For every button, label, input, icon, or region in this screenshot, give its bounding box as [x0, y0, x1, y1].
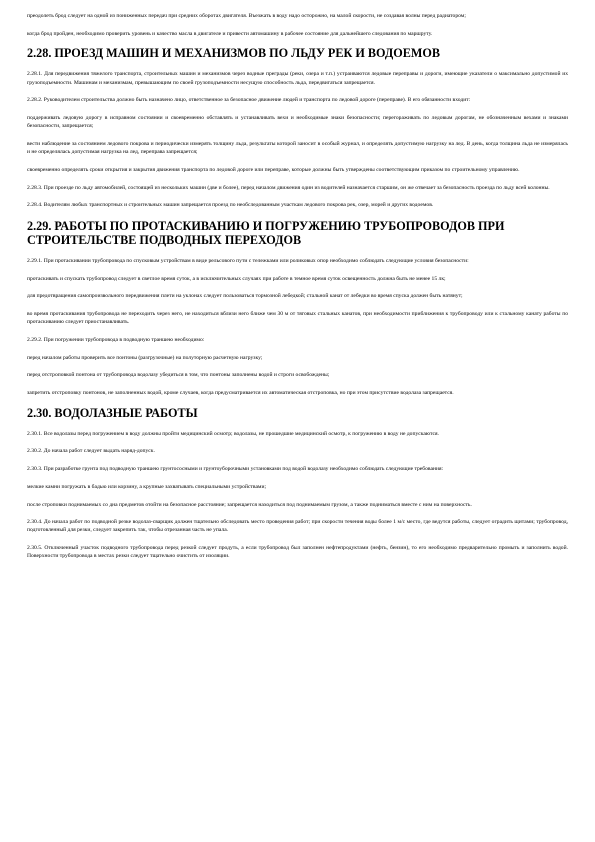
section-heading-2-29: 2.29. РАБОТЫ ПО ПРОТАСКИВАНИЮ И ПОГРУЖЕНИЮ ТРУБОПРОВОДОВ ПРИ СТРОИТЕЛЬСТВЕ ПОДВОДНЫХ ПЕРЕХОДОВ	[27, 218, 505, 247]
paragraph-2-28-2: 2.28.2. Руководителем строительства должно быть назначено лицо, ответственное за безопасное движение людей и транспорта по ледовой дороге (переправе). В его обязанности входит:	[27, 97, 471, 104]
list-item: после строповки поднимаемых со дна предметов отойти на безопасное расстояние; запрещается находиться под поднимаемым грузом, а также подниматься вместе с ним на поверхность.	[27, 501, 472, 508]
paragraph-2-29-2: 2.29.2. При погружении трубопровода в подводную траншею необходимо:	[27, 336, 205, 343]
intro-paragraph: когда брод пройден, необходимо проверить уровень и качество масла в двигателе и привести автомашину в рабочее состояние для дальнейшего следования по маршруту.	[27, 30, 433, 37]
section-heading-2-28: 2.28. ПРОЕЗД МАШИН И МЕХАНИЗМОВ ПО ЛЬДУ РЕК И ВОДОЕМОВ	[27, 46, 441, 61]
list-item: для предотвращения самопроизвольного передвижения плети на уклонах следует пользоваться тормозной лебедкой; стальной канат от лебедки во время спуска должен быть натянут;	[27, 293, 463, 300]
paragraph-2-28-3: 2.28.3. При проезде по льду автомобилей, состоящей из нескольких машин (две и более), перед началом движения один из водителей назначается старшим, он же отвечает за безопасность проезда по льду всей колонны.	[27, 184, 550, 191]
list-item: перед началом работы проверить все понтоны (разгрузочные) на полуторную расчетную нагрузку;	[27, 354, 263, 361]
intro-paragraph: преодолеть брод следует на одной из пониженных передач при средних оборотах двигателя. Въезжать в воду надо осторожно, на малой скорости, не создавая волны перед радиатором;	[27, 13, 466, 19]
list-item: поддерживать ледовую дорогу в исправном состоянии и своевременно обставлять и устанавливать вехи и необходимые знаки безопасности; перегораживать по ледовым дорогам, не обозначенным вехами и знаками безопасности, запрещается;	[27, 115, 568, 130]
section-heading-2-30: 2.30. ВОДОЛАЗНЫЕ РАБОТЫ	[27, 405, 198, 420]
paragraph-2-30-4: 2.30.4. До начала работ по подводной резке водолаз-сварщик должен тщательно обследовать место проведения работ; при скорости течения воды более 1 м/с место, где ведутся работы, следует оградить щитами; трубопровод, подготовленный для резки, следует закрепить так, чтобы отрезанная часть не упала.	[27, 519, 568, 534]
list-item: своевременно определять сроки открытия и закрытия движения транспорта по ледовой дороге или переправе, которые должны быть утверждены соответствующим приказом по строительному управлению.	[27, 166, 520, 173]
paragraph-2-30-5: 2.30.5. Отключенный участок подводного трубопровода перед резкой следует продуть, а если трубопровод был заполнен нефтепродуктами (нефть, бензин), то его необходимо предварительно промыть и заполнить водой. Поверхности трубопровода в местах резки следует тщательно очистить от изоляции.	[27, 545, 568, 560]
list-item: во время протаскивания трубопровода не переходить через него, не находиться вблизи него ближе чем 30 м от тяговых стальных канатов, при необходимости приближения к трубопроводу или к стальному канату работы по протаскиванию следует приостанавливать.	[27, 311, 568, 326]
paragraph-2-30-1: 2.30.1. Все водолазы перед погружением в воду должны пройти медицинский осмотр; водолазы, не прошедшие медицинский осмотр, к погружению в воду не допускаются.	[27, 430, 439, 437]
document-page	[27, 12, 568, 570]
list-item: мелкие камни погружать в бадью или корзину, а крупные захватывать специальными устройствами;	[27, 483, 267, 490]
paragraph-2-28-4: 2.28.4. Водителям любых транспортных и строительных машин запрещается проезд по необследованным участкам ледового покрова рек, озер, морей и других водоемов.	[27, 202, 434, 209]
list-item: запретить отстроповку понтонов, не заполненных водой, кроме случаев, когда предусматривается их автоматическая отстроповка, но при этом присутствие водолаза запрещается.	[27, 390, 454, 397]
list-item: протаскивать и спускать трубопровод следует в светлое время суток, а в исключительных случаях при работе в темное время суток освещенность должна быть не менее 15 лк;	[27, 275, 446, 282]
paragraph-2-30-2: 2.30.2. До начала работ следует выдать наряд-допуск.	[27, 448, 155, 455]
list-item: перед отстроповкой понтона от трубопровода водолазу убедиться в том, что понтоны заполнены водой и строги освобождены;	[27, 372, 330, 379]
paragraph-2-28-1: 2.28.1. Для передвижения тяжелого транспорта, строительных машин и механизмов через водные преграды (реки, озера и т.п.) устраиваются ледовые переправы и дороги, имеющие указатели о максимально допустимой их грузоподъемности. Машинам и механизмам, превышающим по своей грузоподъемности несущую способность льда, передвигаться запрещается.	[27, 71, 568, 86]
paragraph-2-29-1: 2.29.1. При протаскивании трубопровода по спусковым устройствам в виде рельсового пути с тележками или роликовых опор необходимо соблюдать следующие условия безопасности:	[27, 257, 469, 264]
paragraph-2-30-3: 2.30.3. При разработке грунта под подводную траншею грунтососными и грунтоуборочными установками под водой водолазу необходимо соблюдать следующие требования:	[27, 466, 444, 473]
list-item: вести наблюдение за состоянием ледового покрова и периодически измерять толщину льда, результаты которой заносит в особый журнал, и определять допустимую нагрузку на лед. В день, когда толщина льда не измерялась и не определялась допустимая нагрузка на лед, переправа запрещается;	[27, 140, 568, 156]
